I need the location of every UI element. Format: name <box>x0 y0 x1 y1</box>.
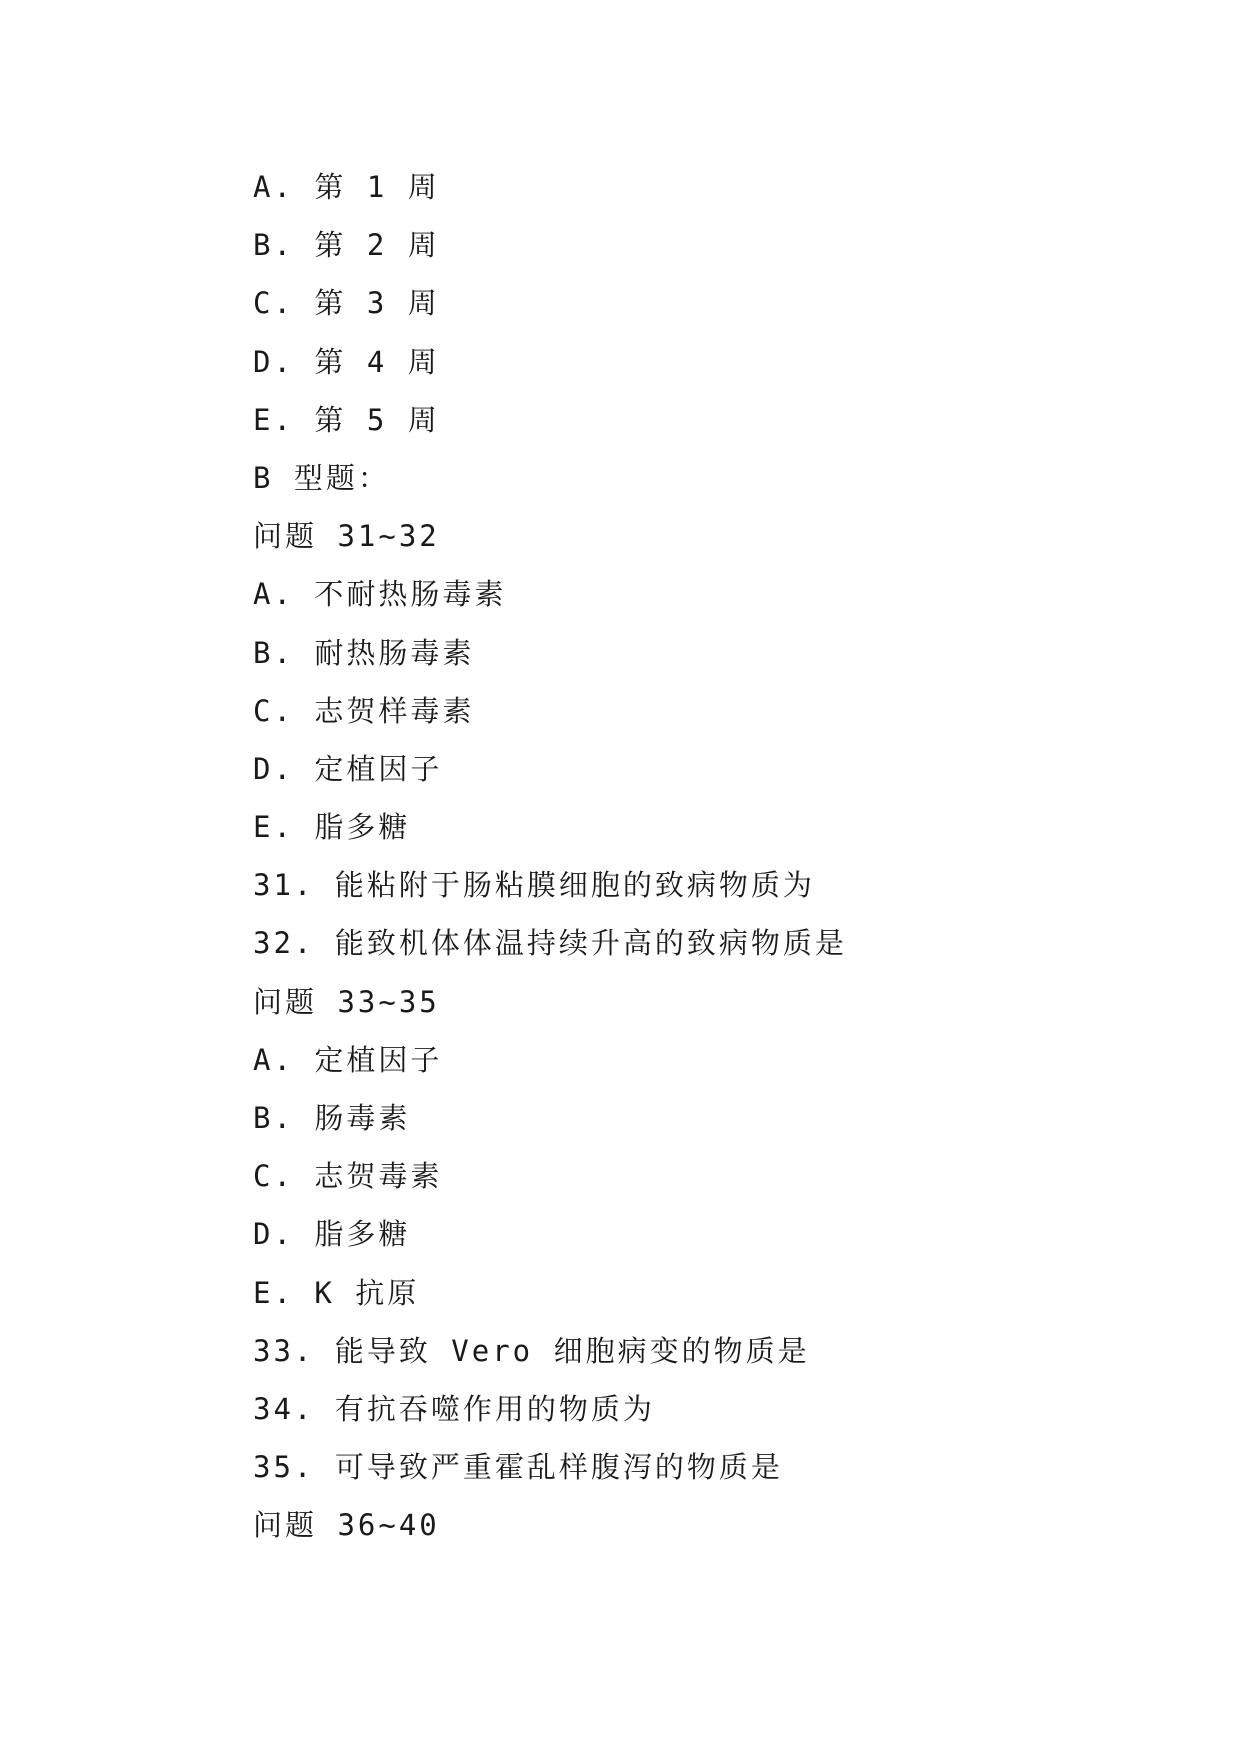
question-group-heading: 问题 31~32 <box>253 519 440 554</box>
text-block <box>253 158 1153 1555</box>
option-line: C. 志贺样毒素 <box>253 693 475 728</box>
option-line: B. 第 2 周 <box>253 228 440 263</box>
option-line: C. 志贺毒素 <box>253 1159 443 1194</box>
question-group-heading: 问题 36~40 <box>253 1508 440 1543</box>
question-line: 32. 能致机体体温持续升高的致病物质是 <box>253 926 847 961</box>
question-line: 31. 能粘附于肠粘膜细胞的致病物质为 <box>253 868 815 903</box>
question-line: 33. 能导致 Vero 细胞病变的物质是 <box>253 1333 810 1368</box>
question-line: 34. 有抗吞噬作用的物质为 <box>253 1391 655 1426</box>
option-line: E. 脂多糖 <box>253 810 411 845</box>
option-line: C. 第 3 周 <box>253 286 440 321</box>
option-line: E. K 抗原 <box>253 1275 420 1310</box>
option-line: D. 第 4 周 <box>253 344 440 379</box>
option-line: B. 肠毒素 <box>253 1101 411 1135</box>
option-line: D. 定植因子 <box>253 751 443 786</box>
option-line: B. 耐热肠毒素 <box>253 635 475 670</box>
question-line: 35. 可导致严重霍乱样腹泻的物质是 <box>253 1450 783 1485</box>
option-line: A. 定植因子 <box>253 1042 443 1077</box>
option-line: A. 不耐热肠毒素 <box>253 577 507 612</box>
option-line: A. 第 1 周 <box>253 170 440 204</box>
question-group-heading: 问题 33~35 <box>253 984 440 1019</box>
option-line: D. 脂多糖 <box>253 1217 411 1252</box>
option-line: E. 第 5 周 <box>253 402 440 437</box>
section-heading: B 型题： <box>253 460 390 495</box>
